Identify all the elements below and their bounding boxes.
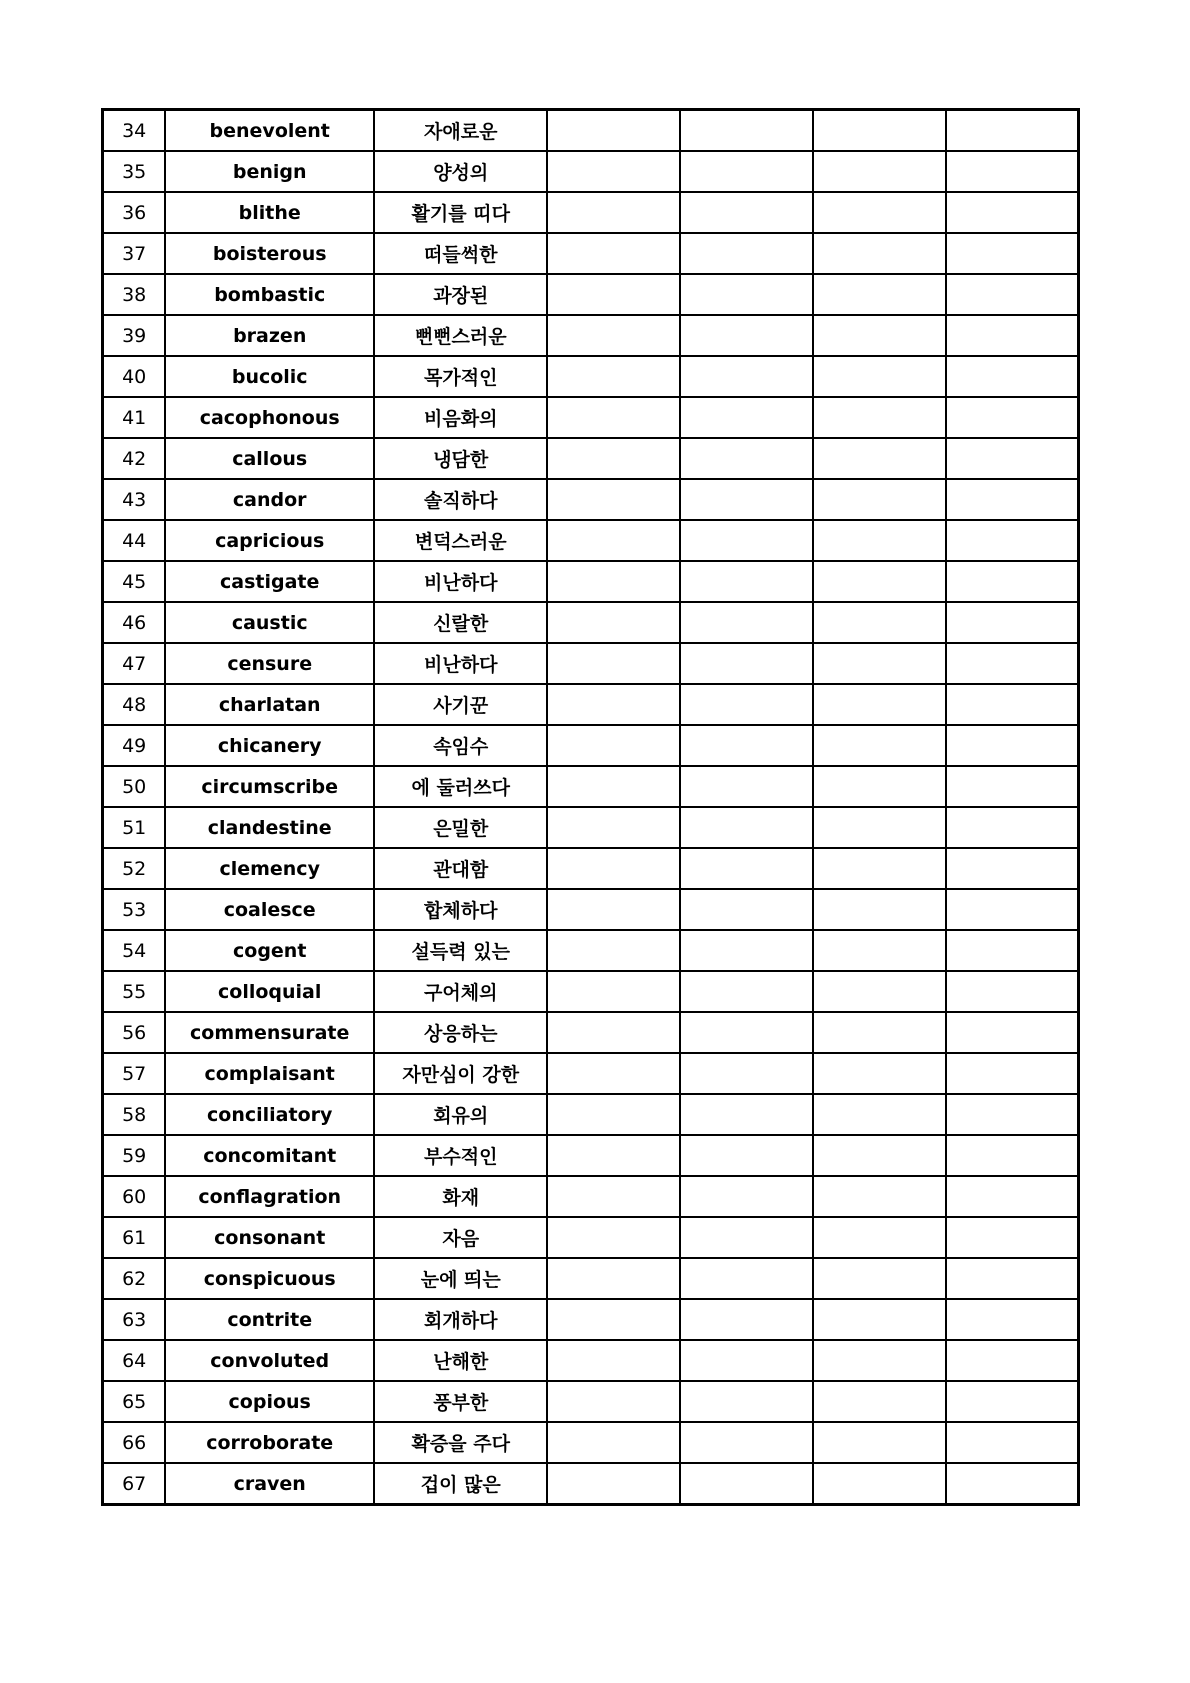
- korean-meaning-cell: 회유의: [374, 1094, 547, 1135]
- blank-practice-cell: [680, 643, 813, 684]
- table-row: [103, 602, 1079, 643]
- blank-practice-cell: [946, 1217, 1079, 1258]
- table-row: [103, 356, 1079, 397]
- blank-practice-cell: [813, 1422, 946, 1463]
- blank-practice-cell: [946, 438, 1079, 479]
- blank-practice-cell: [813, 602, 946, 643]
- table-row: [103, 1135, 1079, 1176]
- row-number-cell: 58: [103, 1094, 166, 1135]
- english-word-cell: boisterous: [165, 233, 374, 274]
- blank-practice-cell: [680, 151, 813, 192]
- english-word-cell: consonant: [165, 1217, 374, 1258]
- table-row: [103, 520, 1079, 561]
- korean-meaning-cell: 신랄한: [374, 602, 547, 643]
- blank-practice-cell: [946, 561, 1079, 602]
- korean-meaning-cell: 양성의: [374, 151, 547, 192]
- blank-practice-cell: [813, 1176, 946, 1217]
- english-word-cell: contrite: [165, 1299, 374, 1340]
- blank-practice-cell: [680, 561, 813, 602]
- korean-meaning-cell: 목가적인: [374, 356, 547, 397]
- row-number-cell: 46: [103, 602, 166, 643]
- korean-meaning-cell: 자애로운: [374, 110, 547, 152]
- blank-practice-cell: [813, 397, 946, 438]
- row-number-cell: 41: [103, 397, 166, 438]
- blank-practice-cell: [680, 1012, 813, 1053]
- korean-meaning-cell: 눈에 띄는: [374, 1258, 547, 1299]
- blank-practice-cell: [547, 1299, 680, 1340]
- korean-meaning-cell: 떠들썩한: [374, 233, 547, 274]
- row-number-cell: 39: [103, 315, 166, 356]
- korean-meaning-cell: 풍부한: [374, 1381, 547, 1422]
- korean-meaning-cell: 자음: [374, 1217, 547, 1258]
- blank-practice-cell: [680, 1258, 813, 1299]
- table-row: [103, 479, 1079, 520]
- blank-practice-cell: [680, 274, 813, 315]
- blank-practice-cell: [547, 1258, 680, 1299]
- korean-meaning-cell: 속임수: [374, 725, 547, 766]
- english-word-cell: cogent: [165, 930, 374, 971]
- korean-meaning-cell: 비난하다: [374, 561, 547, 602]
- blank-practice-cell: [946, 356, 1079, 397]
- blank-practice-cell: [547, 848, 680, 889]
- blank-practice-cell: [547, 356, 680, 397]
- row-number-cell: 64: [103, 1340, 166, 1381]
- korean-meaning-cell: 관대함: [374, 848, 547, 889]
- table-row: [103, 807, 1079, 848]
- row-number-cell: 48: [103, 684, 166, 725]
- blank-practice-cell: [946, 192, 1079, 233]
- blank-practice-cell: [813, 1217, 946, 1258]
- blank-practice-cell: [680, 479, 813, 520]
- blank-practice-cell: [813, 274, 946, 315]
- english-word-cell: bucolic: [165, 356, 374, 397]
- blank-practice-cell: [547, 1422, 680, 1463]
- blank-practice-cell: [946, 684, 1079, 725]
- row-number-cell: 56: [103, 1012, 166, 1053]
- korean-meaning-cell: 겁이 많은: [374, 1463, 547, 1505]
- blank-practice-cell: [547, 520, 680, 561]
- blank-practice-cell: [813, 766, 946, 807]
- blank-practice-cell: [547, 233, 680, 274]
- english-word-cell: clandestine: [165, 807, 374, 848]
- blank-practice-cell: [946, 1053, 1079, 1094]
- blank-practice-cell: [680, 315, 813, 356]
- english-word-cell: concomitant: [165, 1135, 374, 1176]
- english-word-cell: charlatan: [165, 684, 374, 725]
- korean-meaning-cell: 활기를 띠다: [374, 192, 547, 233]
- row-number-cell: 67: [103, 1463, 166, 1505]
- blank-practice-cell: [946, 602, 1079, 643]
- english-word-cell: complaisant: [165, 1053, 374, 1094]
- table-row: [103, 397, 1079, 438]
- blank-practice-cell: [680, 397, 813, 438]
- blank-practice-cell: [813, 561, 946, 602]
- blank-practice-cell: [946, 274, 1079, 315]
- blank-practice-cell: [680, 233, 813, 274]
- row-number-cell: 52: [103, 848, 166, 889]
- blank-practice-cell: [813, 110, 946, 152]
- blank-practice-cell: [946, 1012, 1079, 1053]
- blank-practice-cell: [813, 315, 946, 356]
- blank-practice-cell: [547, 397, 680, 438]
- blank-practice-cell: [813, 725, 946, 766]
- table-row: [103, 1053, 1079, 1094]
- korean-meaning-cell: 부수적인: [374, 1135, 547, 1176]
- blank-practice-cell: [680, 930, 813, 971]
- english-word-cell: conflagration: [165, 1176, 374, 1217]
- blank-practice-cell: [680, 438, 813, 479]
- table-row: [103, 971, 1079, 1012]
- english-word-cell: coalesce: [165, 889, 374, 930]
- korean-meaning-cell: 상응하는: [374, 1012, 547, 1053]
- blank-practice-cell: [680, 889, 813, 930]
- row-number-cell: 62: [103, 1258, 166, 1299]
- korean-meaning-cell: 자만심이 강한: [374, 1053, 547, 1094]
- korean-meaning-cell: 비음화의: [374, 397, 547, 438]
- blank-practice-cell: [547, 479, 680, 520]
- blank-practice-cell: [680, 1422, 813, 1463]
- blank-practice-cell: [547, 971, 680, 1012]
- row-number-cell: 65: [103, 1381, 166, 1422]
- blank-practice-cell: [680, 356, 813, 397]
- english-word-cell: benevolent: [165, 110, 374, 152]
- blank-practice-cell: [813, 1463, 946, 1505]
- blank-practice-cell: [813, 520, 946, 561]
- blank-practice-cell: [547, 1012, 680, 1053]
- table-row: [103, 151, 1079, 192]
- blank-practice-cell: [813, 971, 946, 1012]
- row-number-cell: 35: [103, 151, 166, 192]
- blank-practice-cell: [547, 807, 680, 848]
- english-word-cell: capricious: [165, 520, 374, 561]
- english-word-cell: conspicuous: [165, 1258, 374, 1299]
- blank-practice-cell: [946, 643, 1079, 684]
- blank-practice-cell: [946, 233, 1079, 274]
- blank-practice-cell: [547, 602, 680, 643]
- blank-practice-cell: [946, 848, 1079, 889]
- blank-practice-cell: [680, 192, 813, 233]
- blank-practice-cell: [813, 438, 946, 479]
- blank-practice-cell: [680, 1299, 813, 1340]
- blank-practice-cell: [813, 1381, 946, 1422]
- row-number-cell: 47: [103, 643, 166, 684]
- row-number-cell: 40: [103, 356, 166, 397]
- table-row: [103, 725, 1079, 766]
- blank-practice-cell: [813, 930, 946, 971]
- korean-meaning-cell: 냉담한: [374, 438, 547, 479]
- blank-practice-cell: [547, 274, 680, 315]
- table-row: [103, 1463, 1079, 1505]
- table-row: [103, 1012, 1079, 1053]
- blank-practice-cell: [946, 930, 1079, 971]
- english-word-cell: caustic: [165, 602, 374, 643]
- blank-practice-cell: [813, 848, 946, 889]
- table-row: [103, 1340, 1079, 1381]
- vocabulary-table-body: [103, 110, 1079, 1505]
- korean-meaning-cell: 화재: [374, 1176, 547, 1217]
- table-row: [103, 561, 1079, 602]
- blank-practice-cell: [946, 1176, 1079, 1217]
- row-number-cell: 55: [103, 971, 166, 1012]
- blank-practice-cell: [946, 1258, 1079, 1299]
- row-number-cell: 57: [103, 1053, 166, 1094]
- blank-practice-cell: [946, 397, 1079, 438]
- english-word-cell: craven: [165, 1463, 374, 1505]
- english-word-cell: conciliatory: [165, 1094, 374, 1135]
- blank-practice-cell: [946, 1299, 1079, 1340]
- table-row: [103, 1422, 1079, 1463]
- blank-practice-cell: [547, 1094, 680, 1135]
- blank-practice-cell: [547, 192, 680, 233]
- blank-practice-cell: [547, 643, 680, 684]
- table-row: [103, 684, 1079, 725]
- row-number-cell: 54: [103, 930, 166, 971]
- korean-meaning-cell: 난해한: [374, 1340, 547, 1381]
- english-word-cell: circumscribe: [165, 766, 374, 807]
- blank-practice-cell: [946, 479, 1079, 520]
- row-number-cell: 51: [103, 807, 166, 848]
- row-number-cell: 44: [103, 520, 166, 561]
- blank-practice-cell: [813, 643, 946, 684]
- blank-practice-cell: [547, 1340, 680, 1381]
- blank-practice-cell: [680, 1381, 813, 1422]
- blank-practice-cell: [547, 725, 680, 766]
- english-word-cell: convoluted: [165, 1340, 374, 1381]
- row-number-cell: 66: [103, 1422, 166, 1463]
- blank-practice-cell: [547, 315, 680, 356]
- blank-practice-cell: [813, 807, 946, 848]
- blank-practice-cell: [547, 1381, 680, 1422]
- korean-meaning-cell: 확증을 주다: [374, 1422, 547, 1463]
- blank-practice-cell: [813, 1012, 946, 1053]
- blank-practice-cell: [680, 971, 813, 1012]
- table-row: [103, 1381, 1079, 1422]
- english-word-cell: cacophonous: [165, 397, 374, 438]
- korean-meaning-cell: 에 둘러쓰다: [374, 766, 547, 807]
- english-word-cell: censure: [165, 643, 374, 684]
- english-word-cell: benign: [165, 151, 374, 192]
- row-number-cell: 50: [103, 766, 166, 807]
- blank-practice-cell: [946, 1135, 1079, 1176]
- blank-practice-cell: [547, 1053, 680, 1094]
- blank-practice-cell: [547, 930, 680, 971]
- english-word-cell: castigate: [165, 561, 374, 602]
- blank-practice-cell: [813, 1299, 946, 1340]
- blank-practice-cell: [946, 1340, 1079, 1381]
- table-row: [103, 643, 1079, 684]
- blank-practice-cell: [547, 561, 680, 602]
- blank-practice-cell: [680, 1176, 813, 1217]
- blank-practice-cell: [547, 151, 680, 192]
- blank-practice-cell: [680, 684, 813, 725]
- blank-practice-cell: [680, 1340, 813, 1381]
- blank-practice-cell: [813, 151, 946, 192]
- blank-practice-cell: [680, 848, 813, 889]
- blank-practice-cell: [680, 1053, 813, 1094]
- table-row: [103, 1094, 1079, 1135]
- blank-practice-cell: [813, 192, 946, 233]
- row-number-cell: 53: [103, 889, 166, 930]
- blank-practice-cell: [680, 725, 813, 766]
- english-word-cell: corroborate: [165, 1422, 374, 1463]
- row-number-cell: 45: [103, 561, 166, 602]
- korean-meaning-cell: 솔직하다: [374, 479, 547, 520]
- blank-practice-cell: [547, 684, 680, 725]
- blank-practice-cell: [946, 807, 1079, 848]
- row-number-cell: 63: [103, 1299, 166, 1340]
- blank-practice-cell: [946, 1381, 1079, 1422]
- korean-meaning-cell: 뻔뻔스러운: [374, 315, 547, 356]
- row-number-cell: 42: [103, 438, 166, 479]
- row-number-cell: 36: [103, 192, 166, 233]
- blank-practice-cell: [547, 766, 680, 807]
- blank-practice-cell: [813, 1135, 946, 1176]
- blank-practice-cell: [547, 438, 680, 479]
- row-number-cell: 43: [103, 479, 166, 520]
- blank-practice-cell: [813, 1053, 946, 1094]
- blank-practice-cell: [547, 889, 680, 930]
- blank-practice-cell: [946, 1422, 1079, 1463]
- blank-practice-cell: [946, 315, 1079, 356]
- blank-practice-cell: [946, 151, 1079, 192]
- table-row: [103, 274, 1079, 315]
- blank-practice-cell: [946, 725, 1079, 766]
- blank-practice-cell: [547, 1176, 680, 1217]
- blank-practice-cell: [547, 1217, 680, 1258]
- blank-practice-cell: [946, 766, 1079, 807]
- korean-meaning-cell: 과장된: [374, 274, 547, 315]
- blank-practice-cell: [813, 1340, 946, 1381]
- korean-meaning-cell: 비난하다: [374, 643, 547, 684]
- vocabulary-table: [101, 108, 1080, 1506]
- korean-meaning-cell: 합체하다: [374, 889, 547, 930]
- blank-practice-cell: [547, 110, 680, 152]
- row-number-cell: 49: [103, 725, 166, 766]
- table-row: [103, 233, 1079, 274]
- blank-practice-cell: [946, 971, 1079, 1012]
- blank-practice-cell: [547, 1135, 680, 1176]
- english-word-cell: colloquial: [165, 971, 374, 1012]
- row-number-cell: 34: [103, 110, 166, 152]
- korean-meaning-cell: 변덕스러운: [374, 520, 547, 561]
- korean-meaning-cell: 설득력 있는: [374, 930, 547, 971]
- english-word-cell: bombastic: [165, 274, 374, 315]
- blank-practice-cell: [946, 520, 1079, 561]
- blank-practice-cell: [680, 1463, 813, 1505]
- blank-practice-cell: [813, 889, 946, 930]
- table-row: [103, 848, 1079, 889]
- english-word-cell: copious: [165, 1381, 374, 1422]
- table-row: [103, 1217, 1079, 1258]
- blank-practice-cell: [680, 807, 813, 848]
- english-word-cell: commensurate: [165, 1012, 374, 1053]
- korean-meaning-cell: 은밀한: [374, 807, 547, 848]
- table-row: [103, 889, 1079, 930]
- english-word-cell: chicanery: [165, 725, 374, 766]
- blank-practice-cell: [813, 356, 946, 397]
- blank-practice-cell: [813, 1094, 946, 1135]
- table-row: [103, 1258, 1079, 1299]
- table-row: [103, 438, 1079, 479]
- row-number-cell: 60: [103, 1176, 166, 1217]
- blank-practice-cell: [946, 1463, 1079, 1505]
- english-word-cell: clemency: [165, 848, 374, 889]
- blank-practice-cell: [946, 889, 1079, 930]
- blank-practice-cell: [813, 233, 946, 274]
- row-number-cell: 37: [103, 233, 166, 274]
- table-row: [103, 1299, 1079, 1340]
- blank-practice-cell: [680, 520, 813, 561]
- blank-practice-cell: [680, 110, 813, 152]
- english-word-cell: brazen: [165, 315, 374, 356]
- row-number-cell: 61: [103, 1217, 166, 1258]
- table-row: [103, 1176, 1079, 1217]
- blank-practice-cell: [813, 479, 946, 520]
- blank-practice-cell: [680, 1094, 813, 1135]
- blank-practice-cell: [680, 1217, 813, 1258]
- table-row: [103, 766, 1079, 807]
- row-number-cell: 38: [103, 274, 166, 315]
- table-row: [103, 930, 1079, 971]
- korean-meaning-cell: 회개하다: [374, 1299, 547, 1340]
- table-row: [103, 110, 1079, 152]
- english-word-cell: blithe: [165, 192, 374, 233]
- korean-meaning-cell: 사기꾼: [374, 684, 547, 725]
- blank-practice-cell: [946, 1094, 1079, 1135]
- table-row: [103, 315, 1079, 356]
- blank-practice-cell: [680, 1135, 813, 1176]
- blank-practice-cell: [813, 1258, 946, 1299]
- table-row: [103, 192, 1079, 233]
- english-word-cell: candor: [165, 479, 374, 520]
- row-number-cell: 59: [103, 1135, 166, 1176]
- english-word-cell: callous: [165, 438, 374, 479]
- blank-practice-cell: [680, 766, 813, 807]
- blank-practice-cell: [680, 602, 813, 643]
- blank-practice-cell: [813, 684, 946, 725]
- korean-meaning-cell: 구어체의: [374, 971, 547, 1012]
- blank-practice-cell: [547, 1463, 680, 1505]
- blank-practice-cell: [946, 110, 1079, 152]
